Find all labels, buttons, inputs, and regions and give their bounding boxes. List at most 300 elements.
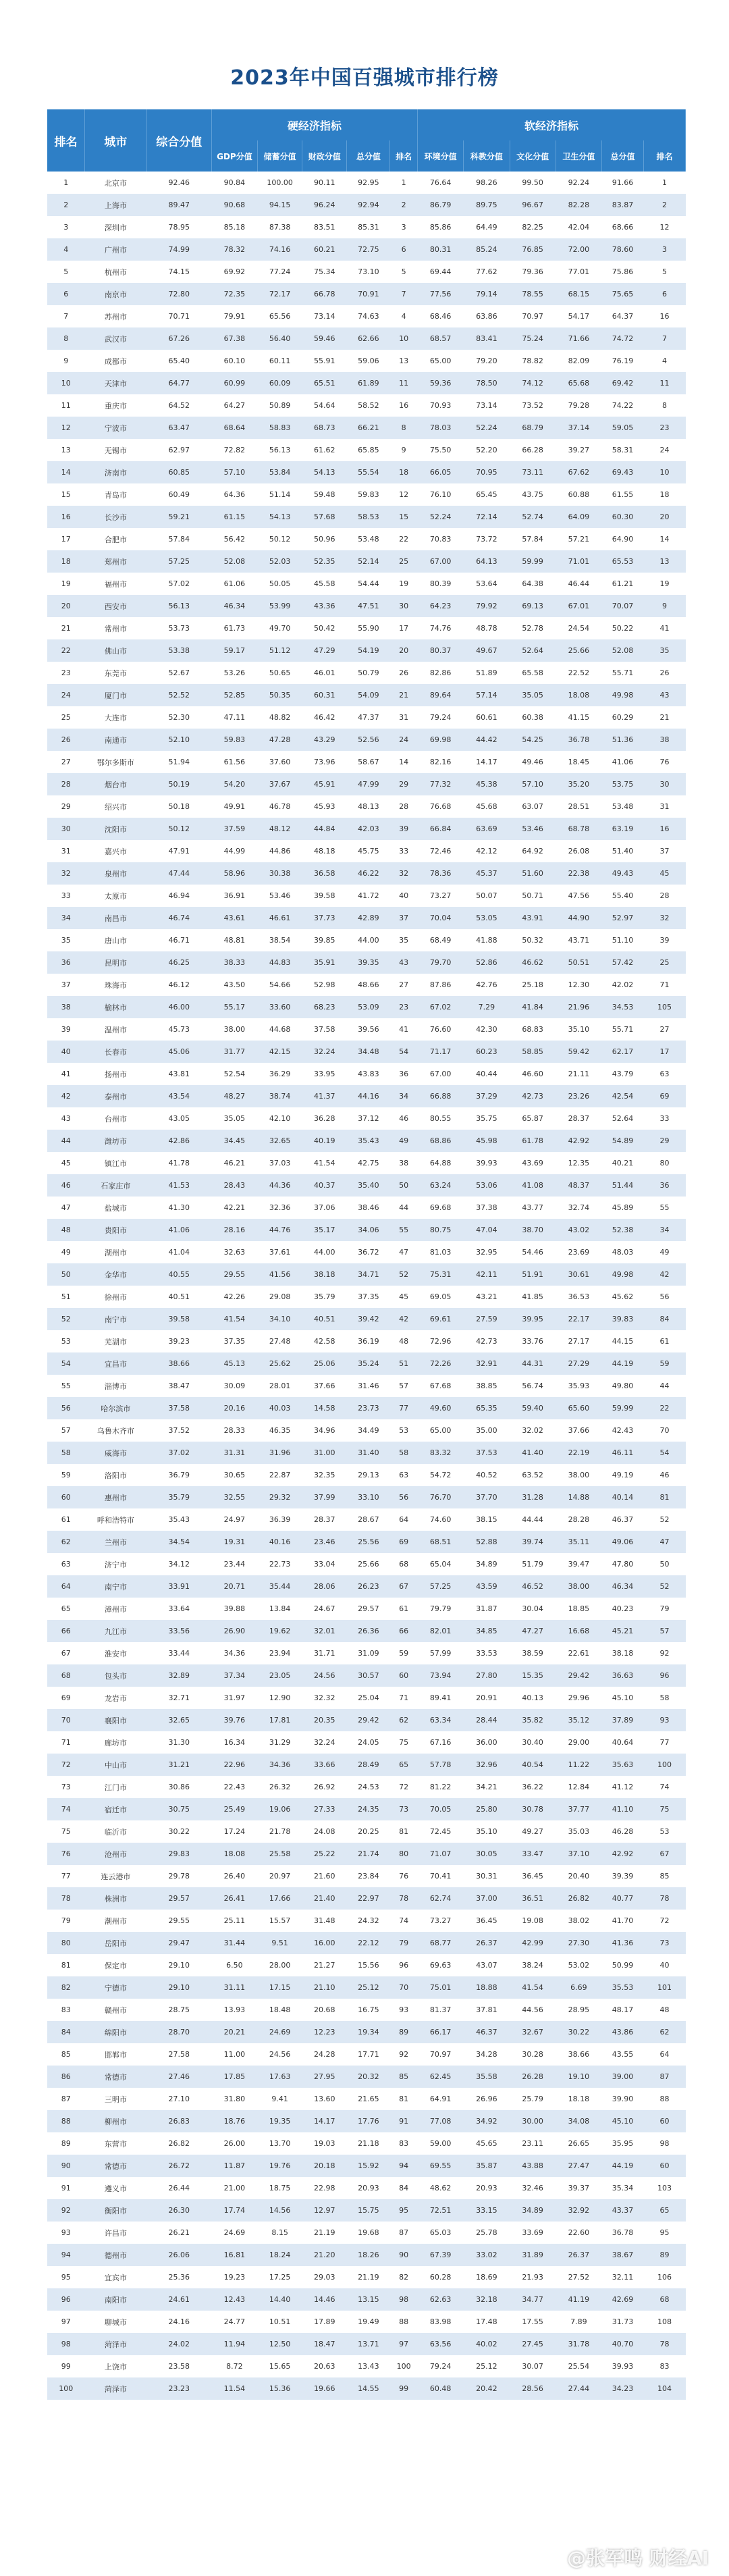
cell-rank: 58 bbox=[47, 1442, 84, 1464]
cell-savings-score: 37.61 bbox=[258, 1241, 302, 1263]
cell-environment-score: 67.68 bbox=[417, 1375, 463, 1397]
cell-science-edu-score: 32.95 bbox=[464, 1241, 510, 1263]
table-row bbox=[47, 261, 686, 283]
cell-soft-total-score: 39.90 bbox=[602, 2088, 644, 2110]
cell-gdp-score: 54.20 bbox=[211, 773, 257, 795]
cell-total-score: 74.15 bbox=[146, 261, 211, 283]
cell-culture-score: 78.82 bbox=[510, 350, 556, 372]
cell-rank: 3 bbox=[47, 216, 84, 238]
cell-hard-rank: 4 bbox=[390, 305, 418, 327]
cell-rank: 17 bbox=[47, 528, 84, 550]
cell-health-score: 67.01 bbox=[556, 595, 601, 617]
cell-hard-total-score: 44.16 bbox=[347, 1085, 390, 1107]
cell-culture-score: 60.38 bbox=[510, 706, 556, 729]
cell-environment-score: 69.63 bbox=[417, 1954, 463, 1976]
cell-soft-total-score: 32.11 bbox=[602, 2266, 644, 2288]
cell-rank: 15 bbox=[47, 483, 84, 506]
cell-finance-score: 31.00 bbox=[302, 1442, 347, 1464]
cell-hard-total-score: 39.35 bbox=[347, 951, 390, 974]
cell-soft-total-score: 40.14 bbox=[602, 1486, 644, 1508]
cell-gdp-score: 31.77 bbox=[211, 1041, 257, 1063]
cell-soft-total-score: 55.71 bbox=[602, 662, 644, 684]
cell-finance-score: 36.28 bbox=[302, 1107, 347, 1130]
cell-culture-score: 25.79 bbox=[510, 2088, 556, 2110]
cell-hard-rank: 10 bbox=[390, 327, 418, 350]
table-row bbox=[47, 417, 686, 439]
cell-soft-total-score: 38.18 bbox=[602, 1642, 644, 1664]
cell-soft-total-score: 61.21 bbox=[602, 573, 644, 595]
cell-health-score: 39.27 bbox=[556, 439, 601, 461]
cell-total-score: 37.52 bbox=[146, 1419, 211, 1442]
cell-environment-score: 79.24 bbox=[417, 706, 463, 729]
table-row bbox=[47, 951, 686, 974]
cell-soft-rank: 36 bbox=[643, 1174, 685, 1197]
cell-science-edu-score: 79.20 bbox=[464, 350, 510, 372]
cell-culture-score: 59.99 bbox=[510, 550, 556, 573]
cell-city: 榆林市 bbox=[84, 996, 146, 1018]
cell-rank: 25 bbox=[47, 706, 84, 729]
cell-rank: 53 bbox=[47, 1330, 84, 1352]
cell-rank: 47 bbox=[47, 1197, 84, 1219]
table-row bbox=[47, 1352, 686, 1375]
cell-environment-score: 48.62 bbox=[417, 2177, 463, 2199]
cell-health-score: 28.37 bbox=[556, 1107, 601, 1130]
cell-total-score: 40.51 bbox=[146, 1286, 211, 1308]
cell-science-edu-score: 40.52 bbox=[464, 1464, 510, 1486]
cell-environment-score: 87.86 bbox=[417, 974, 463, 996]
cell-soft-rank: 49 bbox=[643, 1241, 685, 1263]
cell-savings-score: 18.48 bbox=[258, 1999, 302, 2021]
cell-health-score: 27.44 bbox=[556, 2377, 601, 2400]
cell-culture-score: 31.89 bbox=[510, 2244, 556, 2266]
cell-rank: 40 bbox=[47, 1041, 84, 1063]
header-city: 城市 bbox=[84, 109, 146, 172]
cell-hard-total-score: 17.76 bbox=[347, 2110, 390, 2132]
cell-culture-score: 30.07 bbox=[510, 2355, 556, 2377]
cell-culture-score: 73.11 bbox=[510, 461, 556, 483]
cell-environment-score: 68.86 bbox=[417, 1130, 463, 1152]
cell-environment-score: 67.00 bbox=[417, 1063, 463, 1085]
cell-culture-score: 75.24 bbox=[510, 327, 556, 350]
cell-rank: 8 bbox=[47, 327, 84, 350]
cell-gdp-score: 18.08 bbox=[211, 1843, 257, 1865]
cell-health-score: 39.47 bbox=[556, 1553, 601, 1575]
cell-finance-score: 43.29 bbox=[302, 729, 347, 751]
ranking-table bbox=[47, 109, 686, 2400]
cell-science-edu-score: 33.53 bbox=[464, 1642, 510, 1664]
cell-environment-score: 64.91 bbox=[417, 2088, 463, 2110]
cell-culture-score: 27.45 bbox=[510, 2333, 556, 2355]
cell-hard-total-score: 19.34 bbox=[347, 2021, 390, 2043]
cell-city: 柳州市 bbox=[84, 2110, 146, 2132]
cell-total-score: 60.85 bbox=[146, 461, 211, 483]
cell-hard-rank: 43 bbox=[390, 951, 418, 974]
cell-environment-score: 89.64 bbox=[417, 684, 463, 706]
cell-hard-rank: 80 bbox=[390, 1843, 418, 1865]
cell-health-score: 47.56 bbox=[556, 885, 601, 907]
cell-gdp-score: 42.26 bbox=[211, 1286, 257, 1308]
cell-gdp-score: 61.56 bbox=[211, 751, 257, 773]
cell-culture-score: 21.93 bbox=[510, 2266, 556, 2288]
cell-city: 南阳市 bbox=[84, 2288, 146, 2311]
cell-science-edu-score: 83.41 bbox=[464, 327, 510, 350]
table-row bbox=[47, 1286, 686, 1308]
cell-rank: 61 bbox=[47, 1508, 84, 1531]
cell-health-score: 27.52 bbox=[556, 2266, 601, 2288]
cell-environment-score: 59.00 bbox=[417, 2132, 463, 2155]
cell-savings-score: 8.15 bbox=[258, 2222, 302, 2244]
cell-soft-total-score: 41.70 bbox=[602, 1910, 644, 1932]
table-body bbox=[47, 172, 686, 2400]
cell-city: 深圳市 bbox=[84, 216, 146, 238]
cell-gdp-score: 69.92 bbox=[211, 261, 257, 283]
cell-city: 东营市 bbox=[84, 2132, 146, 2155]
cell-hard-total-score: 20.25 bbox=[347, 1820, 390, 1843]
cell-total-score: 78.95 bbox=[146, 216, 211, 238]
table-row bbox=[47, 528, 686, 550]
cell-finance-score: 22.98 bbox=[302, 2177, 347, 2199]
cell-rank: 11 bbox=[47, 394, 84, 417]
cell-culture-score: 53.46 bbox=[510, 818, 556, 840]
cell-culture-score: 43.77 bbox=[510, 1197, 556, 1219]
cell-hard-total-score: 85.31 bbox=[347, 216, 390, 238]
cell-hard-total-score: 15.92 bbox=[347, 2155, 390, 2177]
cell-hard-rank: 88 bbox=[390, 2311, 418, 2333]
cell-hard-rank: 71 bbox=[390, 1687, 418, 1709]
cell-hard-rank: 48 bbox=[390, 1330, 418, 1352]
cell-health-score: 19.10 bbox=[556, 2066, 601, 2088]
cell-culture-score: 30.04 bbox=[510, 1598, 556, 1620]
cell-hard-total-score: 55.54 bbox=[347, 461, 390, 483]
table-row bbox=[47, 2355, 686, 2377]
cell-health-score: 22.19 bbox=[556, 1442, 601, 1464]
table-row bbox=[47, 172, 686, 194]
cell-rank: 5 bbox=[47, 261, 84, 283]
header-hard-group: 硬经济指标 bbox=[211, 109, 417, 140]
cell-hard-total-score: 26.23 bbox=[347, 1575, 390, 1598]
cell-soft-rank: 39 bbox=[643, 929, 685, 951]
cell-environment-score: 68.49 bbox=[417, 929, 463, 951]
cell-hard-rank: 24 bbox=[390, 729, 418, 751]
cell-soft-total-score: 39.39 bbox=[602, 1865, 644, 1887]
cell-soft-rank: 45 bbox=[643, 862, 685, 885]
cell-health-score: 7.89 bbox=[556, 2311, 601, 2333]
cell-soft-rank: 85 bbox=[643, 1865, 685, 1887]
cell-hard-total-score: 35.40 bbox=[347, 1174, 390, 1197]
cell-soft-total-score: 45.21 bbox=[602, 1620, 644, 1642]
cell-finance-score: 24.08 bbox=[302, 1820, 347, 1843]
cell-gdp-score: 19.23 bbox=[211, 2266, 257, 2288]
cell-savings-score: 34.36 bbox=[258, 1754, 302, 1776]
cell-total-score: 50.19 bbox=[146, 773, 211, 795]
cell-rank: 18 bbox=[47, 550, 84, 573]
cell-savings-score: 56.13 bbox=[258, 439, 302, 461]
cell-finance-score: 57.68 bbox=[302, 506, 347, 528]
table-row bbox=[47, 283, 686, 305]
cell-rank: 100 bbox=[47, 2377, 84, 2400]
table-row bbox=[47, 1508, 686, 1531]
cell-rank: 78 bbox=[47, 1887, 84, 1910]
cell-science-edu-score: 42.30 bbox=[464, 1018, 510, 1041]
cell-city: 嘉兴市 bbox=[84, 840, 146, 862]
table-row bbox=[47, 2222, 686, 2244]
table-header bbox=[47, 109, 686, 172]
cell-soft-rank: 98 bbox=[643, 2132, 685, 2155]
cell-environment-score: 57.78 bbox=[417, 1754, 463, 1776]
table-row bbox=[47, 862, 686, 885]
cell-finance-score: 19.03 bbox=[302, 2132, 347, 2155]
cell-soft-total-score: 43.79 bbox=[602, 1063, 644, 1085]
cell-gdp-score: 31.97 bbox=[211, 1687, 257, 1709]
cell-hard-rank: 22 bbox=[390, 528, 418, 550]
cell-hard-total-score: 59.06 bbox=[347, 350, 390, 372]
cell-city: 广州市 bbox=[84, 238, 146, 261]
cell-rank: 83 bbox=[47, 1999, 84, 2021]
cell-total-score: 29.57 bbox=[146, 1887, 211, 1910]
cell-culture-score: 41.84 bbox=[510, 996, 556, 1018]
cell-science-edu-score: 26.96 bbox=[464, 2088, 510, 2110]
table-row bbox=[47, 1954, 686, 1976]
cell-total-score: 41.04 bbox=[146, 1241, 211, 1263]
cell-savings-score: 60.09 bbox=[258, 372, 302, 394]
cell-savings-score: 15.36 bbox=[258, 2377, 302, 2400]
table-row bbox=[47, 1932, 686, 1954]
cell-soft-rank: 33 bbox=[643, 1107, 685, 1130]
cell-finance-score: 37.99 bbox=[302, 1486, 347, 1508]
cell-culture-score: 82.25 bbox=[510, 216, 556, 238]
cell-hard-rank: 77 bbox=[390, 1397, 418, 1419]
cell-culture-score: 30.28 bbox=[510, 2043, 556, 2066]
cell-culture-score: 65.87 bbox=[510, 1107, 556, 1130]
cell-city: 沧州市 bbox=[84, 1843, 146, 1865]
cell-soft-rank: 34 bbox=[643, 1219, 685, 1241]
cell-soft-rank: 79 bbox=[643, 1598, 685, 1620]
cell-city: 邯郸市 bbox=[84, 2043, 146, 2066]
cell-gdp-score: 24.77 bbox=[211, 2311, 257, 2333]
cell-environment-score: 83.32 bbox=[417, 1442, 463, 1464]
cell-health-score: 60.88 bbox=[556, 483, 601, 506]
cell-soft-rank: 12 bbox=[643, 216, 685, 238]
cell-soft-total-score: 57.42 bbox=[602, 951, 644, 974]
cell-hard-rank: 28 bbox=[390, 795, 418, 818]
cell-finance-score: 21.40 bbox=[302, 1887, 347, 1910]
cell-soft-total-score: 45.10 bbox=[602, 1687, 644, 1709]
cell-environment-score: 70.83 bbox=[417, 528, 463, 550]
cell-soft-total-score: 51.40 bbox=[602, 840, 644, 862]
table-row bbox=[47, 1018, 686, 1041]
cell-hard-rank: 13 bbox=[390, 350, 418, 372]
cell-rank: 23 bbox=[47, 662, 84, 684]
cell-culture-score: 44.44 bbox=[510, 1508, 556, 1531]
table-row bbox=[47, 2043, 686, 2066]
cell-science-edu-score: 30.05 bbox=[464, 1843, 510, 1865]
cell-savings-score: 53.46 bbox=[258, 885, 302, 907]
cell-gdp-score: 12.43 bbox=[211, 2288, 257, 2311]
cell-savings-score: 53.84 bbox=[258, 461, 302, 483]
cell-finance-score: 36.58 bbox=[302, 862, 347, 885]
cell-rank: 29 bbox=[47, 795, 84, 818]
cell-health-score: 26.65 bbox=[556, 2132, 601, 2155]
cell-rank: 67 bbox=[47, 1642, 84, 1664]
cell-environment-score: 68.46 bbox=[417, 305, 463, 327]
cell-science-edu-score: 50.07 bbox=[464, 885, 510, 907]
cell-hard-total-score: 38.46 bbox=[347, 1197, 390, 1219]
cell-finance-score: 96.24 bbox=[302, 194, 347, 216]
cell-hard-rank: 85 bbox=[390, 2066, 418, 2088]
cell-total-score: 41.78 bbox=[146, 1152, 211, 1174]
cell-finance-score: 46.01 bbox=[302, 662, 347, 684]
cell-hard-rank: 93 bbox=[390, 1999, 418, 2021]
cell-hard-rank: 51 bbox=[390, 1352, 418, 1375]
cell-hard-rank: 8 bbox=[390, 417, 418, 439]
table-row bbox=[47, 394, 686, 417]
cell-soft-rank: 77 bbox=[643, 1731, 685, 1754]
cell-savings-score: 37.60 bbox=[258, 751, 302, 773]
cell-total-score: 40.55 bbox=[146, 1263, 211, 1286]
cell-hard-total-score: 36.72 bbox=[347, 1241, 390, 1263]
cell-hard-total-score: 25.04 bbox=[347, 1687, 390, 1709]
cell-environment-score: 80.31 bbox=[417, 238, 463, 261]
cell-soft-rank: 42 bbox=[643, 1263, 685, 1286]
cell-hard-rank: 65 bbox=[390, 1754, 418, 1776]
cell-city: 成都市 bbox=[84, 350, 146, 372]
cell-health-score: 64.09 bbox=[556, 506, 601, 528]
cell-soft-total-score: 46.28 bbox=[602, 1820, 644, 1843]
cell-city: 宁德市 bbox=[84, 1976, 146, 1999]
cell-finance-score: 27.95 bbox=[302, 2066, 347, 2088]
cell-gdp-score: 6.50 bbox=[211, 1954, 257, 1976]
cell-environment-score: 83.98 bbox=[417, 2311, 463, 2333]
header-hard-total: 总分值 bbox=[347, 140, 390, 172]
cell-soft-total-score: 34.23 bbox=[602, 2377, 644, 2400]
cell-rank: 4 bbox=[47, 238, 84, 261]
cell-science-edu-score: 38.15 bbox=[464, 1508, 510, 1531]
cell-culture-score: 70.97 bbox=[510, 305, 556, 327]
table-row bbox=[47, 439, 686, 461]
table-row bbox=[47, 617, 686, 639]
table-row bbox=[47, 2244, 686, 2266]
table-row bbox=[47, 1397, 686, 1419]
cell-environment-score: 54.72 bbox=[417, 1464, 463, 1486]
cell-health-score: 28.95 bbox=[556, 1999, 601, 2021]
cell-finance-score: 29.03 bbox=[302, 2266, 347, 2288]
cell-total-score: 47.91 bbox=[146, 840, 211, 862]
cell-gdp-score: 43.50 bbox=[211, 974, 257, 996]
cell-hard-total-score: 36.19 bbox=[347, 1330, 390, 1352]
cell-health-score: 31.78 bbox=[556, 2333, 601, 2355]
cell-total-score: 30.86 bbox=[146, 1776, 211, 1798]
table-row bbox=[47, 1776, 686, 1798]
cell-city: 重庆市 bbox=[84, 394, 146, 417]
cell-savings-score: 44.86 bbox=[258, 840, 302, 862]
cell-soft-rank: 53 bbox=[643, 1820, 685, 1843]
cell-total-score: 65.40 bbox=[146, 350, 211, 372]
cell-science-edu-score: 17.48 bbox=[464, 2311, 510, 2333]
cell-city: 郑州市 bbox=[84, 550, 146, 573]
cell-soft-rank: 55 bbox=[643, 1197, 685, 1219]
cell-city: 大连市 bbox=[84, 706, 146, 729]
cell-hard-total-score: 13.15 bbox=[347, 2288, 390, 2311]
cell-environment-score: 65.04 bbox=[417, 1553, 463, 1575]
cell-health-score: 35.11 bbox=[556, 1531, 601, 1553]
cell-rank: 77 bbox=[47, 1865, 84, 1887]
header-soft-total: 总分值 bbox=[602, 140, 644, 172]
cell-savings-score: 19.35 bbox=[258, 2110, 302, 2132]
cell-environment-score: 64.88 bbox=[417, 1152, 463, 1174]
cell-city: 南昌市 bbox=[84, 907, 146, 929]
cell-culture-score: 17.55 bbox=[510, 2311, 556, 2333]
cell-hard-total-score: 42.03 bbox=[347, 818, 390, 840]
cell-finance-score: 32.01 bbox=[302, 1620, 347, 1642]
cell-rank: 99 bbox=[47, 2355, 84, 2377]
cell-total-score: 46.25 bbox=[146, 951, 211, 974]
cell-gdp-score: 68.64 bbox=[211, 417, 257, 439]
cell-gdp-score: 42.21 bbox=[211, 1197, 257, 1219]
cell-science-edu-score: 63.69 bbox=[464, 818, 510, 840]
cell-culture-score: 42.73 bbox=[510, 1085, 556, 1107]
cell-science-edu-score: 57.14 bbox=[464, 684, 510, 706]
cell-science-edu-score: 60.23 bbox=[464, 1041, 510, 1063]
cell-culture-score: 36.51 bbox=[510, 1887, 556, 1910]
cell-environment-score: 79.70 bbox=[417, 951, 463, 974]
cell-health-score: 36.78 bbox=[556, 729, 601, 751]
cell-total-score: 46.94 bbox=[146, 885, 211, 907]
cell-environment-score: 66.84 bbox=[417, 818, 463, 840]
cell-city: 扬州市 bbox=[84, 1063, 146, 1085]
cell-soft-rank: 37 bbox=[643, 840, 685, 862]
cell-hard-rank: 38 bbox=[390, 1152, 418, 1174]
cell-soft-total-score: 69.42 bbox=[602, 372, 644, 394]
cell-hard-total-score: 48.66 bbox=[347, 974, 390, 996]
cell-culture-score: 57.84 bbox=[510, 528, 556, 550]
cell-gdp-score: 46.21 bbox=[211, 1152, 257, 1174]
cell-savings-score: 13.70 bbox=[258, 2132, 302, 2155]
cell-culture-score: 51.91 bbox=[510, 1263, 556, 1286]
cell-health-score: 27.29 bbox=[556, 1352, 601, 1375]
cell-gdp-score: 59.17 bbox=[211, 639, 257, 662]
cell-environment-score: 70.93 bbox=[417, 394, 463, 417]
table-row bbox=[47, 2155, 686, 2177]
cell-rank: 33 bbox=[47, 885, 84, 907]
cell-total-score: 26.44 bbox=[146, 2177, 211, 2199]
cell-rank: 24 bbox=[47, 684, 84, 706]
cell-science-edu-score: 36.45 bbox=[464, 1910, 510, 1932]
cell-soft-rank: 59 bbox=[643, 1352, 685, 1375]
header-culture: 文化分值 bbox=[510, 140, 556, 172]
table-row bbox=[47, 2311, 686, 2333]
cell-gdp-score: 30.65 bbox=[211, 1464, 257, 1486]
cell-culture-score: 41.40 bbox=[510, 1442, 556, 1464]
cell-finance-score: 33.95 bbox=[302, 1063, 347, 1085]
cell-finance-score: 37.58 bbox=[302, 1018, 347, 1041]
cell-environment-score: 69.55 bbox=[417, 2155, 463, 2177]
cell-gdp-score: 72.35 bbox=[211, 283, 257, 305]
table-row bbox=[47, 506, 686, 528]
cell-health-score: 22.60 bbox=[556, 2222, 601, 2244]
cell-total-score: 64.52 bbox=[146, 394, 211, 417]
cell-rank: 32 bbox=[47, 862, 84, 885]
cell-soft-total-score: 41.12 bbox=[602, 1776, 644, 1798]
cell-science-edu-score: 34.21 bbox=[464, 1776, 510, 1798]
cell-gdp-score: 39.88 bbox=[211, 1598, 257, 1620]
cell-culture-score: 40.13 bbox=[510, 1687, 556, 1709]
cell-science-edu-score: 60.61 bbox=[464, 706, 510, 729]
table-row bbox=[47, 1241, 686, 1263]
table-row bbox=[47, 795, 686, 818]
header-science-edu: 科教分值 bbox=[464, 140, 510, 172]
cell-soft-rank: 9 bbox=[643, 595, 685, 617]
table-row bbox=[47, 818, 686, 840]
